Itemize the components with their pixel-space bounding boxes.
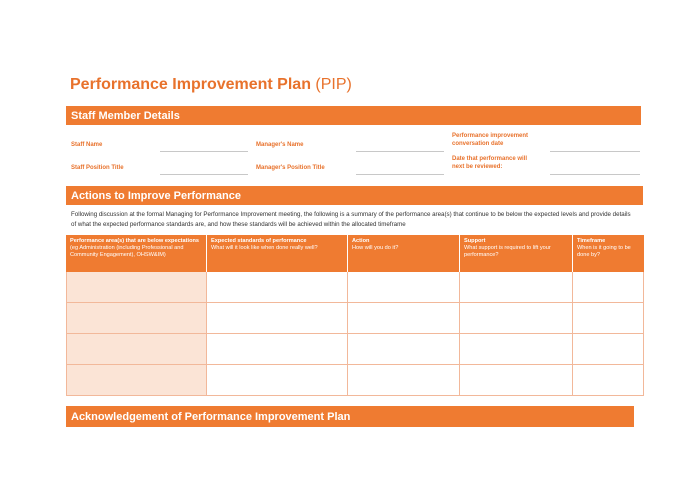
table-cell-timeframe[interactable]: [573, 334, 644, 365]
staff-position-title-field[interactable]: [160, 174, 248, 175]
table-cell-support[interactable]: [460, 303, 573, 334]
staff-name-field[interactable]: [160, 151, 248, 152]
table-cell-performance-area[interactable]: [66, 303, 207, 334]
column-title: Action: [352, 238, 370, 244]
table-cell-performance-area[interactable]: [66, 334, 207, 365]
table-row: [66, 303, 644, 334]
table-row: [66, 365, 644, 396]
table-cell-expected-standards[interactable]: [207, 303, 348, 334]
table-cell-support[interactable]: [460, 334, 573, 365]
table-cell-timeframe[interactable]: [573, 272, 644, 303]
column-header-expected-standards: [207, 235, 348, 272]
column-header-action: [348, 235, 460, 272]
table-cell-support[interactable]: [460, 272, 573, 303]
managers-position-title-label: Manager's Position Title: [256, 165, 325, 171]
table-cell-action[interactable]: [348, 365, 460, 396]
page-title-main: Performance Improvement Plan: [70, 76, 311, 93]
review-date-label: [452, 155, 527, 171]
table-row: [66, 334, 644, 365]
table-cell-action[interactable]: [348, 303, 460, 334]
table-cell-timeframe[interactable]: [573, 365, 644, 396]
table-cell-expected-standards[interactable]: [207, 334, 348, 365]
managers-position-title-field[interactable]: [356, 174, 444, 175]
conversation-date-label: [452, 132, 528, 148]
column-subtitle: (eg Administration (including Professional and Community Engagement), OHSW&IM): [70, 245, 184, 258]
column-title: Expected standards of performance: [211, 238, 307, 244]
managers-name-field[interactable]: [356, 151, 444, 152]
managers-name-label: Manager's Name: [256, 142, 304, 148]
column-header-support: [460, 235, 573, 272]
page-title-suffix: (PIP): [315, 76, 352, 93]
conversation-date-label-line2: conversation date: [452, 141, 504, 147]
page-title: [70, 76, 352, 94]
column-title: Performance area(s) that are below expectations: [70, 238, 200, 244]
staff-name-label: Staff Name: [71, 142, 103, 148]
column-subtitle: What will it look like when done really well?: [211, 245, 318, 251]
actions-header: Actions to Improve Performance: [66, 186, 643, 205]
staff-details-header: Staff Member Details: [66, 106, 641, 125]
column-header-timeframe: [573, 235, 644, 272]
table-cell-performance-area[interactable]: [66, 365, 207, 396]
column-header-performance-area: [66, 235, 207, 272]
actions-intro-text: Following discussion at the formal Managing for Performance Improvement meeting, the following is a summary of the performance area(s) that continue to be below the expected levels and provide details of what the expected performance standards are, and how these standards will be achieved within the allocated timeframe: [71, 211, 631, 228]
column-subtitle: What support is required to lift your performance?: [464, 245, 551, 258]
conversation-date-label-line1: Performance improvement: [452, 133, 529, 139]
review-date-label-line2: next be reviewed:: [452, 164, 503, 170]
review-date-field[interactable]: [550, 174, 640, 175]
acknowledgement-header: Acknowledgement of Performance Improvement Plan: [66, 406, 634, 427]
table-cell-action[interactable]: [348, 334, 460, 365]
table-cell-action[interactable]: [348, 272, 460, 303]
table-cell-timeframe[interactable]: [573, 303, 644, 334]
table-cell-expected-standards[interactable]: [207, 365, 348, 396]
review-date-label-line1: Date that performance will: [452, 156, 528, 162]
table-cell-support[interactable]: [460, 365, 573, 396]
column-subtitle: How will you do it?: [352, 245, 399, 251]
column-title: Timeframe: [577, 238, 606, 244]
table-cell-expected-standards[interactable]: [207, 272, 348, 303]
column-subtitle: When is it going to be done by?: [577, 245, 631, 258]
column-title: Support: [464, 238, 486, 244]
staff-position-title-label: Staff Position Title: [71, 165, 124, 171]
conversation-date-field[interactable]: [550, 151, 640, 152]
table-row: [66, 272, 644, 303]
table-cell-performance-area[interactable]: [66, 272, 207, 303]
